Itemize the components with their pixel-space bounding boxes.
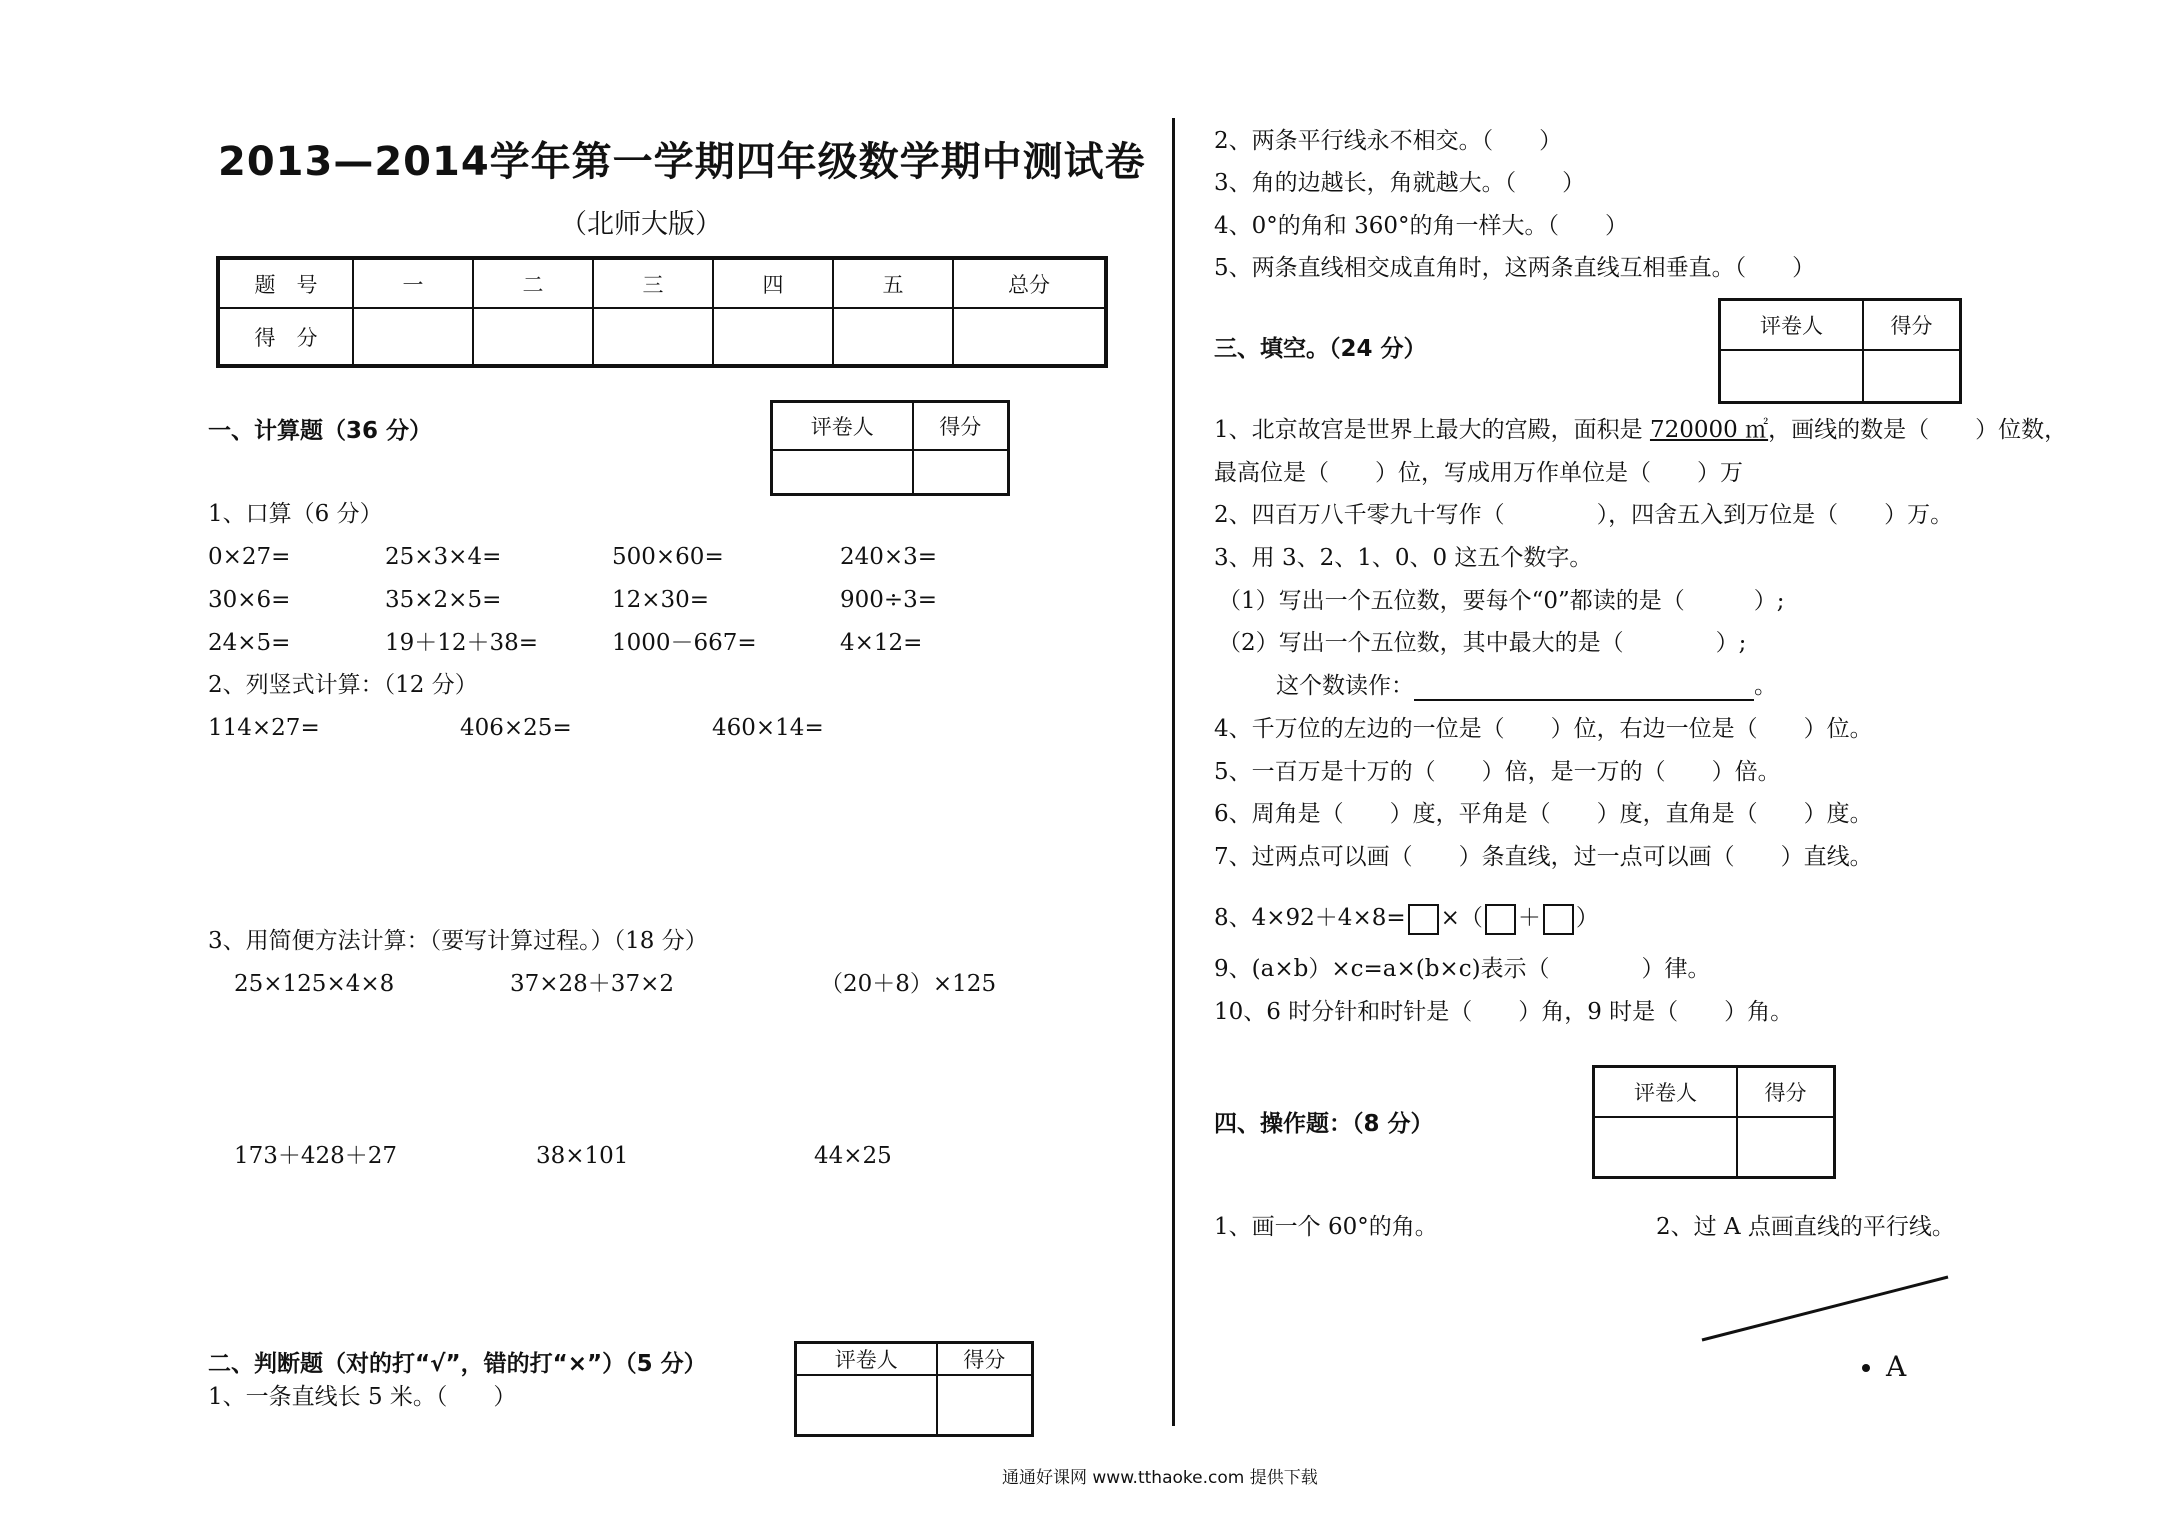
- score-cell[interactable]: [473, 308, 593, 366]
- oral-item: 240×3=: [840, 544, 938, 570]
- score-cell[interactable]: [713, 308, 833, 366]
- fill-q3-read-end: 。: [1754, 673, 1777, 699]
- reviewer-cell[interactable]: [1594, 1117, 1738, 1178]
- score-row-label: 得 分: [218, 308, 353, 366]
- judge-item: 2、两条平行线永不相交。（ ）: [1214, 128, 1563, 154]
- answer-blank-line[interactable]: [1414, 677, 1754, 701]
- simple-item: 173＋428＋27: [234, 1143, 398, 1169]
- score-table: [216, 256, 1108, 368]
- fill-q1-line2: 最高位是（ ）位，写成用万作单位是（ ）万: [1214, 460, 1743, 486]
- fill-q8-part-d: ）: [1575, 905, 1599, 931]
- simple-item: 44×25: [814, 1143, 892, 1169]
- page-title: 2013—2014学年第一学期四年级数学期中测试卷: [218, 139, 1146, 185]
- score-cell[interactable]: [593, 308, 713, 366]
- operation-q2: 2、过 A 点画直线的平行线。: [1656, 1214, 1955, 1240]
- reviewer-score-cell[interactable]: [913, 450, 1009, 495]
- fill-q8-part-b: ×（: [1440, 905, 1483, 931]
- oral-item: 35×2×5=: [385, 587, 502, 613]
- reviewer-label: 评卷人: [772, 402, 913, 450]
- fill-q8: [1214, 903, 1599, 935]
- fill-q3-1: （1）写出一个五位数，要每个“0”都读的是（ ）;: [1218, 588, 1785, 614]
- q1-title: 1、口算（6 分）: [208, 501, 383, 527]
- answer-box[interactable]: [1408, 904, 1439, 935]
- oral-item: 30×6=: [208, 587, 291, 613]
- section2-heading: 二、判断题（对的打“√”，错的打“×”）（5 分）: [208, 1351, 707, 1377]
- footer-text: 通通好课网 www.tthaoke.com 提供下载: [1002, 1468, 1318, 1488]
- reviewer-cell[interactable]: [772, 450, 913, 495]
- simple-item: 38×101: [536, 1143, 629, 1169]
- fill-q4: 4、千万位的左边的一位是（ ）位，右边一位是（ ）位。: [1214, 716, 1873, 742]
- fill-q8-part-c: ＋: [1517, 905, 1541, 931]
- score-cell[interactable]: [833, 308, 953, 366]
- score-cell[interactable]: [953, 308, 1106, 366]
- fill-q7: 7、过两点可以画（ ）条直线，过一点可以画（ ）直线。: [1214, 844, 1873, 870]
- reviewer-label: 评卷人: [1594, 1067, 1738, 1117]
- simple-item: 25×125×4×8: [234, 971, 395, 997]
- judge-item: 1、一条直线长 5 米。（ ）: [208, 1384, 517, 1410]
- point-a-dot: [1862, 1364, 1870, 1372]
- reviewer-box-3: [1718, 298, 1962, 404]
- column-divider: [1172, 118, 1175, 1426]
- fill-q8-part-a: 8、4×92＋4×8=: [1214, 905, 1406, 931]
- section1-heading: 一、计算题（36 分）: [208, 418, 433, 444]
- answer-box[interactable]: [1543, 904, 1574, 935]
- oral-item: 0×27=: [208, 544, 291, 570]
- score-label: 得分: [1737, 1067, 1835, 1117]
- score-header-cell: 题 号: [218, 258, 353, 308]
- section3-heading: 三、填空。（24 分）: [1214, 336, 1427, 362]
- vertical-item: 460×14=: [712, 715, 824, 741]
- q2-title: 2、列竖式计算：（12 分）: [208, 672, 478, 698]
- reviewer-score-cell[interactable]: [937, 1375, 1033, 1436]
- fill-q1-area: 720000 ㎡: [1649, 417, 1769, 443]
- fill-q9: 9、(a×b）×c=a×(b×c)表示（ ）律。: [1214, 956, 1711, 982]
- fill-q10: 10、6 时分针和时针是（ ）角，9 时是（ ）角。: [1214, 999, 1794, 1025]
- reviewer-score-cell[interactable]: [1737, 1117, 1835, 1178]
- fill-q1-part-b: ，画线的数是（ ）位数，: [1768, 417, 2068, 443]
- reviewer-score-cell[interactable]: [1863, 350, 1961, 403]
- fill-q3-2: （2）写出一个五位数，其中最大的是（ ）;: [1218, 630, 1747, 656]
- fill-q5: 5、一百万是十万的（ ）倍，是一万的（ ）倍。: [1214, 759, 1781, 785]
- operation-q1: 1、画一个 60°的角。: [1214, 1214, 1438, 1240]
- reviewer-cell[interactable]: [1720, 350, 1864, 403]
- page-subtitle: （北师大版）: [560, 209, 722, 240]
- fill-q2: 2、四百万八千零九十写作（ ），四舍五入到万位是（ ）万。: [1214, 502, 1954, 528]
- score-header-cell: 总分: [953, 258, 1106, 308]
- straight-line-figure: [1690, 1265, 1960, 1355]
- fill-q1: [1214, 415, 2067, 445]
- oral-item: 1000－667=: [612, 630, 757, 656]
- judge-item: 4、0°的角和 360°的角一样大。（ ）: [1214, 213, 1628, 239]
- simple-item: （20＋8）×125: [820, 971, 997, 997]
- reviewer-label: 评卷人: [1720, 300, 1864, 350]
- reviewer-box-4: [1592, 1065, 1836, 1179]
- score-header-cell: 四: [713, 258, 833, 308]
- score-label: 得分: [1863, 300, 1961, 350]
- score-header-cell: 二: [473, 258, 593, 308]
- simple-item: 37×28＋37×2: [510, 971, 674, 997]
- score-header-cell: 三: [593, 258, 713, 308]
- reviewer-box-2: [794, 1341, 1034, 1437]
- oral-item: 12×30=: [612, 587, 710, 613]
- section4-heading: 四、操作题：（8 分）: [1214, 1111, 1434, 1137]
- oral-item: 25×3×4=: [385, 544, 502, 570]
- oral-item: 24×5=: [208, 630, 291, 656]
- oral-item: 19＋12＋38=: [385, 630, 539, 656]
- fill-q1-part-a: 1、北京故宫是世界上最大的宫殿，面积是: [1214, 417, 1650, 443]
- judge-item: 5、两条直线相交成直角时，这两条直线互相垂直。（ ）: [1214, 255, 1816, 281]
- score-label: 得分: [937, 1343, 1033, 1376]
- oral-item: 500×60=: [612, 544, 724, 570]
- fill-q3: 3、用 3、2、1、0、0 这五个数字。: [1214, 545, 1593, 571]
- score-label: 得分: [913, 402, 1009, 450]
- q3-title: 3、用简便方法计算：（要写计算过程。）（18 分）: [208, 928, 708, 954]
- fill-q3-read: [1276, 671, 1777, 701]
- oral-item: 4×12=: [840, 630, 923, 656]
- vertical-item: 114×27=: [208, 715, 320, 741]
- oral-item: 900÷3=: [840, 587, 938, 613]
- score-header-cell: 一: [353, 258, 473, 308]
- reviewer-box-1: [770, 400, 1010, 496]
- fill-q3-read-label: 这个数读作：: [1276, 673, 1414, 699]
- fill-q6: 6、周角是（ ）度，平角是（ ）度，直角是（ ）度。: [1214, 801, 1873, 827]
- score-header-cell: 五: [833, 258, 953, 308]
- point-a-label: A: [1886, 1350, 1907, 1383]
- score-cell[interactable]: [353, 308, 473, 366]
- given-line: [1702, 1277, 1948, 1340]
- answer-box[interactable]: [1485, 904, 1516, 935]
- reviewer-cell[interactable]: [796, 1375, 937, 1436]
- judge-item: 3、角的边越长，角就越大。（ ）: [1214, 170, 1586, 196]
- reviewer-label: 评卷人: [796, 1343, 937, 1376]
- vertical-item: 406×25=: [460, 715, 572, 741]
